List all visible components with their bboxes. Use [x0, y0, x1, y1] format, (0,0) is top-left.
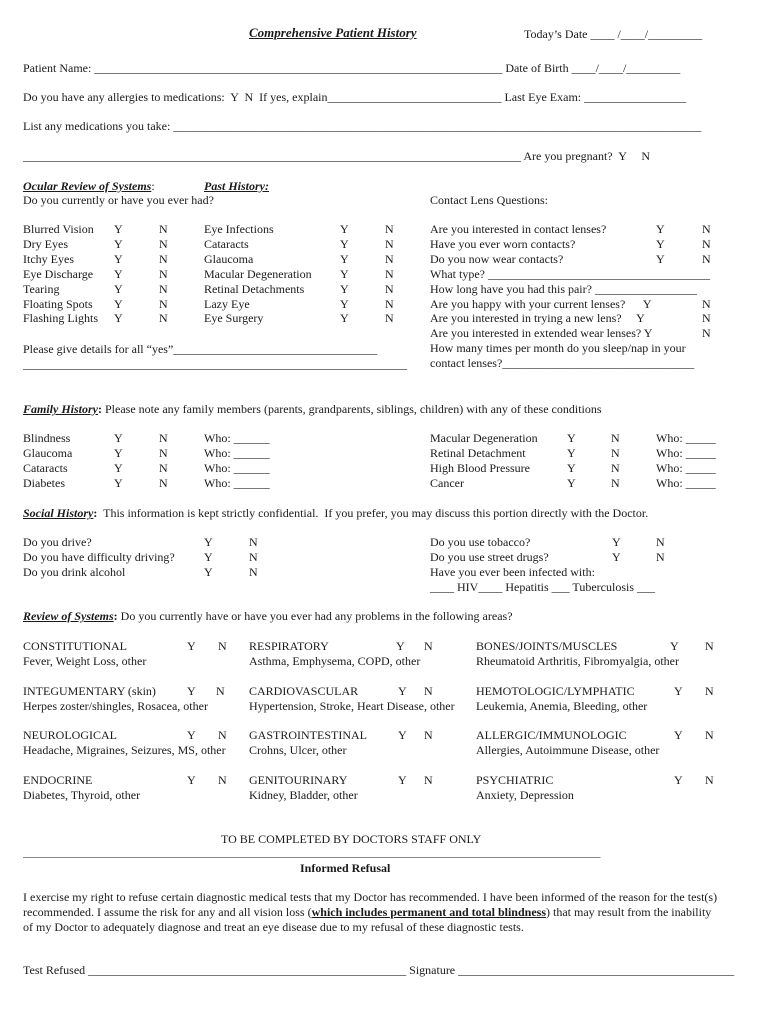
system-name: GENITOURINARY — [249, 773, 348, 787]
no-option[interactable]: N — [424, 728, 433, 742]
no-option[interactable]: N — [249, 535, 258, 549]
test-refused-signature-field[interactable]: Test Refused _____________________________________________________ Signature ______________________________________________ — [23, 963, 735, 977]
no-option[interactable]: N — [218, 773, 227, 787]
yes-option[interactable]: Y — [567, 446, 576, 460]
yes-option[interactable]: Y — [114, 311, 123, 325]
ocular-item-label: Lazy Eye — [204, 297, 250, 311]
contact-question: Are you happy with your current lenses? Y — [430, 297, 652, 311]
system-name: CARDIOVASCULAR — [249, 684, 359, 698]
ocular-item-label: Blurred Vision — [23, 222, 94, 236]
no-option[interactable]: N — [705, 684, 714, 698]
ocular-item-label: Macular Degeneration — [204, 267, 312, 281]
social-question: Do you have difficulty driving? — [23, 550, 175, 564]
system-name: ENDOCRINE — [23, 773, 93, 787]
yes-option[interactable]: Y — [567, 476, 576, 490]
contact-question: Are you interested in extended wear lenses? Y — [430, 326, 653, 340]
system-description: Herpes zoster/shingles, Rosacea, other — [23, 699, 208, 713]
system-name: PSYCHIATRIC — [476, 773, 554, 787]
no-option[interactable]: N — [159, 476, 168, 490]
ocular-item-label: Dry Eyes — [23, 237, 68, 251]
ocular-item-label: Floating Spots — [23, 297, 93, 311]
yes-option[interactable]: Y — [340, 311, 349, 325]
pregnant-field[interactable]: ___________________________________________________________________________________ Are you pregnant? Y N — [23, 149, 651, 163]
system-description: Anxiety, Depression — [476, 788, 574, 802]
yes-option[interactable]: Y — [567, 431, 576, 445]
todays-date-field[interactable]: Today’s Date ____ /____/_________ — [524, 27, 703, 41]
system-name: HEMOTOLOGIC/LYMPHATIC — [476, 684, 635, 698]
contact-question: How many times per month do you sleep/nap in your — [430, 341, 686, 355]
system-name: BONES/JOINTS/MUSCLES — [476, 639, 618, 653]
staff-only-heading: TO BE COMPLETED BY DOCTORS STAFF ONLY — [221, 832, 482, 846]
yes-option[interactable]: Y — [114, 267, 123, 281]
who-field[interactable]: Who: _____ — [656, 446, 716, 460]
yes-option[interactable]: Y — [398, 773, 407, 787]
yes-option[interactable]: Y — [204, 565, 213, 579]
family-condition: Diabetes — [23, 476, 65, 490]
informed-refusal-title: Informed Refusal — [300, 861, 391, 875]
system-description: Kidney, Bladder, other — [249, 788, 358, 802]
no-option[interactable]: N — [159, 267, 168, 281]
yes-option[interactable]: Y — [114, 431, 123, 445]
yes-option[interactable]: Y — [674, 728, 683, 742]
yes-option[interactable]: Y — [340, 282, 349, 296]
review-systems-title: Review of Systems — [23, 609, 114, 623]
no-option[interactable]: N — [249, 550, 258, 564]
yes-option[interactable]: Y — [114, 446, 123, 460]
social-history-intro: This information is kept strictly confidential. If you prefer, you may discuss this portion directly with the Doctor. — [97, 506, 649, 520]
system-name: CONSTITUTIONAL — [23, 639, 127, 653]
family-condition: Glaucoma — [23, 446, 73, 460]
no-option[interactable]: N — [159, 311, 168, 325]
ocular-review-heading — [23, 179, 155, 194]
no-option[interactable]: N — [218, 728, 227, 742]
yes-option[interactable]: Y — [674, 684, 683, 698]
ocular-item-label: Itchy Eyes — [23, 252, 74, 266]
infection-question: Have you ever been infected with: — [430, 565, 595, 579]
yes-option[interactable]: Y — [398, 684, 407, 698]
yes-option[interactable]: Y — [114, 461, 123, 475]
yes-option[interactable]: Y — [612, 535, 621, 549]
who-field[interactable]: Who: ______ — [204, 476, 270, 490]
yes-option[interactable]: Y — [187, 684, 196, 698]
no-option[interactable]: N — [385, 252, 394, 266]
contact-question: Are you interested in trying a new lens? Y — [430, 311, 645, 325]
yes-option[interactable]: Y — [340, 267, 349, 281]
system-description: Crohns, Ulcer, other — [249, 743, 347, 757]
refusal-emphasis: which includes permanent and total blindness — [311, 905, 546, 919]
no-option[interactable]: N — [656, 535, 665, 549]
yes-option[interactable]: Y — [340, 297, 349, 311]
refusal-text-continued: ) that may result from the inability of my Doctor to adequately diagnose and treat an eye disease due to my refusal of these diagnostic tests. — [23, 905, 712, 934]
no-option[interactable]: N — [611, 431, 620, 445]
yes-option[interactable]: Y — [398, 728, 407, 742]
yes-option[interactable]: Y — [674, 773, 683, 787]
no-option[interactable]: N — [424, 639, 433, 653]
no-option[interactable]: N — [385, 267, 394, 281]
family-history-heading — [23, 402, 602, 417]
yes-option[interactable]: Y — [670, 639, 679, 653]
family-condition: Macular Degeneration — [430, 431, 538, 445]
refusal-text: I exercise my right to refuse certain diagnostic medical tests that my Doctor has recommended. I have been informed of the reason for the test(s) recommended. I assume the risk for any and all vision loss ( — [23, 890, 718, 919]
social-question: Do you drive? — [23, 535, 92, 549]
ocular-review-colon: : — [151, 179, 155, 193]
review-systems-colon: : — [113, 609, 118, 623]
no-option[interactable]: N — [702, 326, 711, 340]
no-option[interactable]: N — [159, 297, 168, 311]
who-field[interactable]: Who: _____ — [656, 476, 716, 490]
contact-sleep-field[interactable]: contact lenses?________________________________ — [430, 356, 695, 370]
yes-option[interactable]: Y — [396, 639, 405, 653]
family-history-intro: Please note any family members (parents, grandparents, siblings, children) with any of these conditions — [102, 402, 602, 416]
no-option[interactable]: N — [159, 282, 168, 296]
ocular-item-label: Cataracts — [204, 237, 249, 251]
who-field[interactable]: Who: ______ — [204, 431, 270, 445]
family-history-title: Family History — [23, 402, 98, 416]
yes-option[interactable]: Y — [187, 728, 196, 742]
ocular-review-title: Ocular Review of Systems — [23, 179, 152, 193]
no-option[interactable]: N — [702, 297, 711, 311]
family-condition: High Blood Pressure — [430, 461, 530, 475]
page-title: Comprehensive Patient History — [249, 25, 417, 40]
yes-option[interactable]: Y — [114, 282, 123, 296]
no-option[interactable]: N — [159, 222, 168, 236]
yes-option[interactable]: Y — [187, 639, 196, 653]
review-systems-heading — [23, 609, 513, 624]
system-name: INTEGUMENTARY (skin) — [23, 684, 156, 698]
past-history-heading: Past History: — [204, 179, 269, 193]
system-name: GASTROINTESTINAL — [249, 728, 367, 742]
no-option[interactable]: N — [705, 639, 714, 653]
yes-option[interactable]: Y — [340, 252, 349, 266]
social-history-heading — [23, 506, 648, 521]
contact-lens-type-field[interactable]: What type? _____________________________________ — [430, 267, 710, 281]
no-option[interactable]: N — [424, 773, 433, 787]
family-condition: Blindness — [23, 431, 71, 445]
no-option[interactable]: N — [216, 684, 225, 698]
system-description: Hypertension, Stroke, Heart Disease, other — [249, 699, 455, 713]
system-description: Asthma, Emphysema, COPD, other — [249, 654, 421, 668]
yes-option[interactable]: Y — [114, 252, 123, 266]
no-option[interactable]: N — [424, 684, 433, 698]
yes-option[interactable]: Y — [340, 237, 349, 251]
no-option[interactable]: N — [159, 446, 168, 460]
contact-question: Are you interested in contact lenses? — [430, 222, 607, 236]
no-option[interactable]: N — [159, 431, 168, 445]
yes-option[interactable]: Y — [187, 773, 196, 787]
no-option[interactable]: N — [159, 252, 168, 266]
infection-fields[interactable]: ____ HIV____ Hepatitis ___ Tuberculosis ___ — [430, 580, 655, 594]
contact-lens-heading: Contact Lens Questions: — [430, 193, 548, 207]
contact-question: Have you ever worn contacts? — [430, 237, 576, 251]
no-option[interactable]: N — [385, 311, 394, 325]
ocular-item-label: Retinal Detachments — [204, 282, 305, 296]
no-option[interactable]: N — [702, 222, 711, 236]
details-field-continued[interactable]: ________________________________________________________________ — [23, 357, 407, 371]
yes-option[interactable]: Y — [204, 550, 213, 564]
no-option[interactable]: N — [705, 728, 714, 742]
who-field[interactable]: Who: ______ — [204, 446, 270, 460]
contact-lens-duration-field[interactable]: How long have you had this pair? _________________ — [430, 282, 697, 296]
no-option[interactable]: N — [702, 252, 711, 266]
yes-option[interactable]: Y — [114, 476, 123, 490]
refusal-paragraph — [23, 890, 723, 935]
divider: _________________________________________________________________________________________________________ — [23, 847, 601, 859]
yes-option[interactable]: Y — [656, 222, 665, 236]
system-description: Allergies, Autoimmune Disease, other — [476, 743, 660, 757]
no-option[interactable]: N — [705, 773, 714, 787]
no-option[interactable]: N — [611, 446, 620, 460]
social-question: Do you drink alcohol — [23, 565, 126, 579]
ocular-item-label: Tearing — [23, 282, 60, 296]
ocular-item-label: Eye Infections — [204, 222, 274, 236]
yes-option[interactable]: Y — [612, 550, 621, 564]
who-field[interactable]: Who: _____ — [656, 461, 716, 475]
no-option[interactable]: N — [159, 237, 168, 251]
details-field[interactable]: Please give details for all “yes”__________________________________ — [23, 342, 378, 356]
ocular-item-label: Glaucoma — [204, 252, 254, 266]
ocular-question: Do you currently or have you ever had? — [23, 193, 214, 207]
no-option[interactable]: N — [159, 461, 168, 475]
allergies-field[interactable]: Do you have any allergies to medications: Y N If yes, explain_____________________________ Last Eye Exam: _________________ — [23, 90, 687, 104]
system-description: Leukemia, Anemia, Bleeding, other — [476, 699, 648, 713]
contact-question: Do you now wear contacts? — [430, 252, 564, 266]
no-option[interactable]: N — [702, 237, 711, 251]
no-option[interactable]: N — [385, 237, 394, 251]
yes-option[interactable]: Y — [656, 252, 665, 266]
system-description: Rheumatoid Arthritis, Fibromyalgia, other — [476, 654, 679, 668]
yes-option[interactable]: Y — [567, 461, 576, 475]
system-description: Diabetes, Thyroid, other — [23, 788, 141, 802]
system-name: RESPIRATORY — [249, 639, 329, 653]
no-option[interactable]: N — [218, 639, 227, 653]
yes-option[interactable]: Y — [656, 237, 665, 251]
social-history-colon: : — [93, 506, 98, 520]
ocular-item-label: Eye Surgery — [204, 311, 264, 325]
no-option[interactable]: N — [656, 550, 665, 564]
system-name: ALLERGIC/IMMUNOLOGIC — [476, 728, 627, 742]
patient-name-field[interactable]: Patient Name: ____________________________________________________________________ Date of Birth ____/____/_________ — [23, 61, 681, 75]
yes-option[interactable]: Y — [114, 237, 123, 251]
ocular-item-label: Eye Discharge — [23, 267, 94, 281]
social-question: Do you use street drugs? — [430, 550, 549, 564]
family-condition: Retinal Detachment — [430, 446, 526, 460]
social-question: Do you use tobacco? — [430, 535, 531, 549]
medications-field[interactable]: List any medications you take: ________________________________________________________________________________________ — [23, 119, 702, 133]
no-option[interactable]: N — [611, 476, 620, 490]
no-option[interactable]: N — [385, 282, 394, 296]
yes-option[interactable]: Y — [340, 222, 349, 236]
yes-option[interactable]: Y — [204, 535, 213, 549]
system-description: Headache, Migraines, Seizures, MS, other — [23, 743, 226, 757]
family-condition: Cataracts — [23, 461, 68, 475]
no-option[interactable]: N — [611, 461, 620, 475]
no-option[interactable]: N — [385, 297, 394, 311]
yes-option[interactable]: Y — [114, 222, 123, 236]
no-option[interactable]: N — [385, 222, 394, 236]
system-name: NEUROLOGICAL — [23, 728, 117, 742]
system-description: Fever, Weight Loss, other — [23, 654, 147, 668]
no-option[interactable]: N — [702, 311, 711, 325]
social-history-title: Social History — [23, 506, 94, 520]
ocular-item-label: Flashing Lights — [23, 311, 99, 325]
review-systems-intro: Do you currently have or have you ever had any problems in the following areas? — [117, 609, 513, 623]
family-condition: Cancer — [430, 476, 464, 490]
family-history-colon: : — [98, 402, 102, 416]
who-field[interactable]: Who: ______ — [204, 461, 270, 475]
yes-option[interactable]: Y — [114, 297, 123, 311]
no-option[interactable]: N — [249, 565, 258, 579]
who-field[interactable]: Who: _____ — [656, 431, 716, 445]
